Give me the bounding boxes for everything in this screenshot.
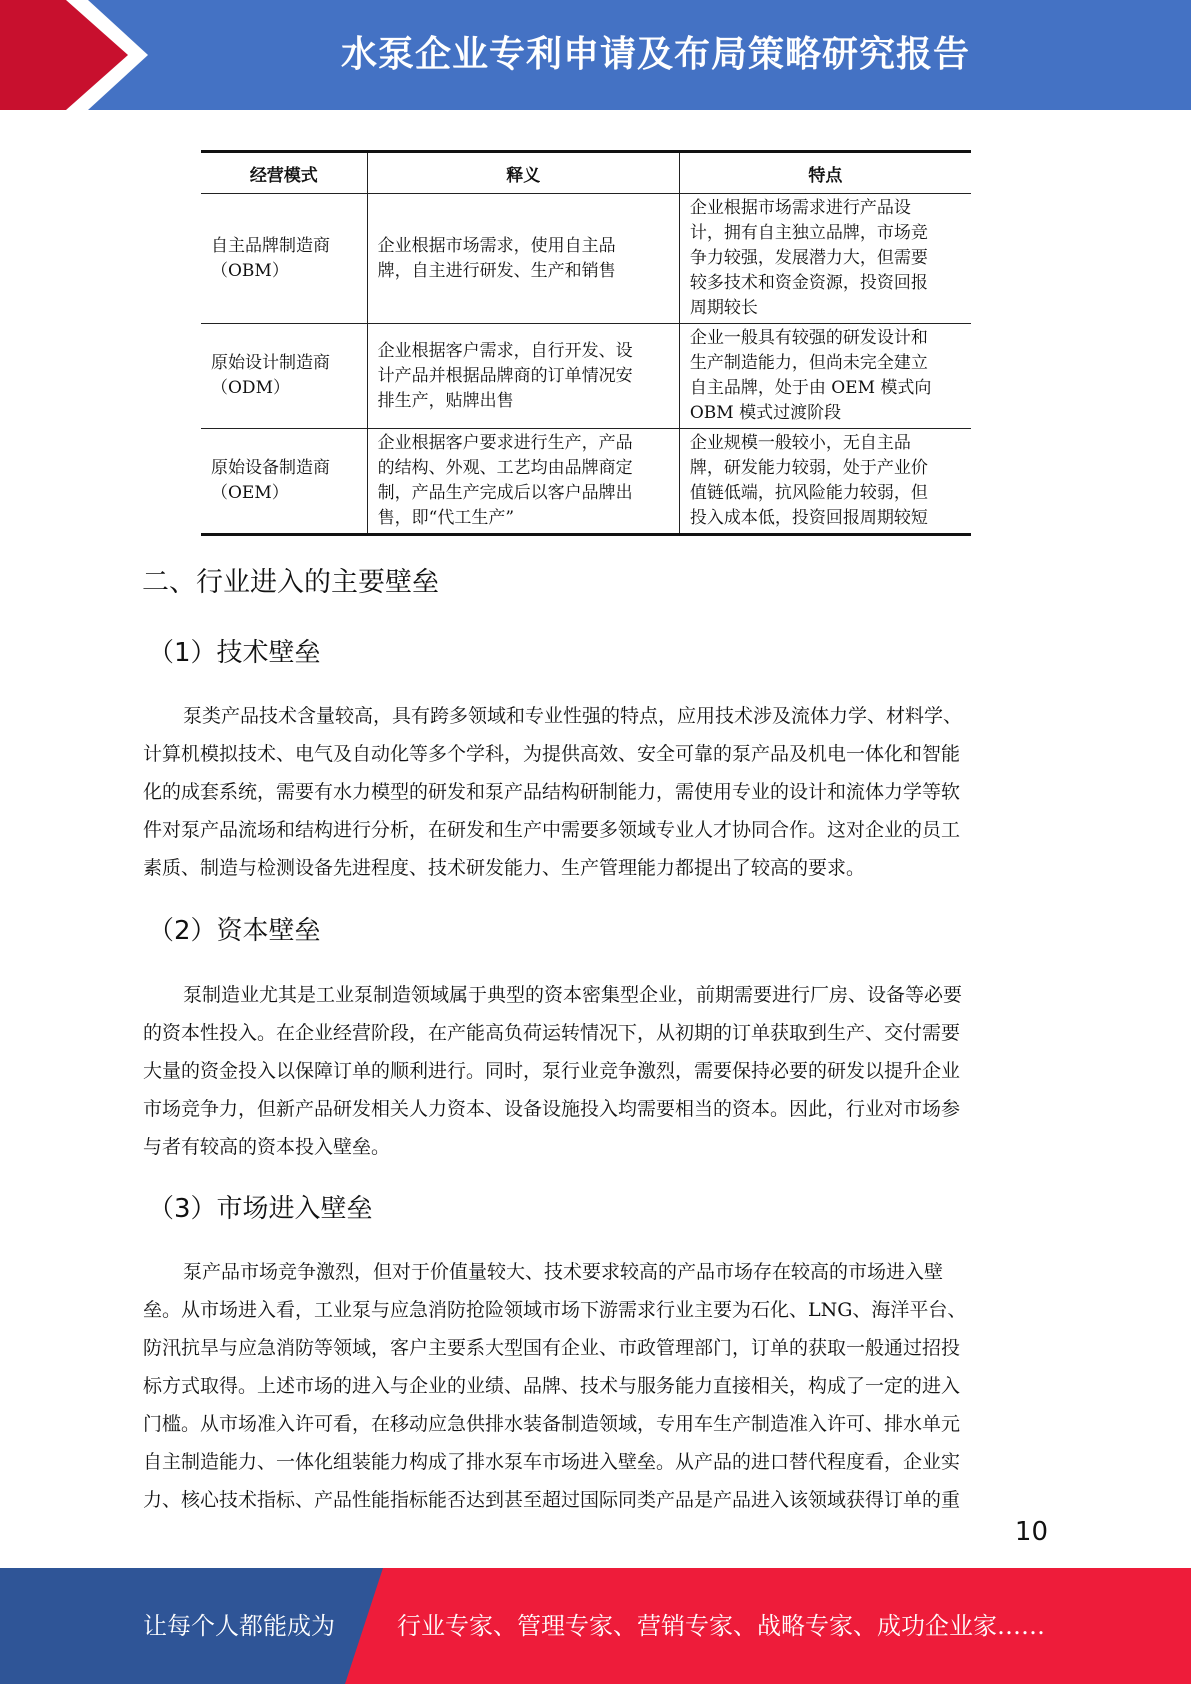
mode-cell <box>201 194 367 324</box>
cell-line: 自主品牌，处于由 OEM 模式向 <box>689 378 932 398</box>
cell-line: OBM 模式过渡阶段 <box>689 403 842 423</box>
paragraph-line: 化的成套系统，需要有水力模型的研发和泵产品结构研制能力，需使用专业的设计和流体力学等软 <box>143 781 961 803</box>
cell-line: 原始设备制造商 <box>211 458 330 478</box>
paragraph-line: 泵制造业尤其是工业泵制造领域属于典型的资本密集型企业，前期需要进行厂房、设备等必要 <box>183 984 963 1006</box>
cell-line: 排生产，贴牌出售 <box>377 390 514 411</box>
footer-slogan-right: 行业专家、管理专家、营销专家、战略专家、成功企业家…… <box>397 1612 1045 1640</box>
cell-line: 计，拥有自主独立品牌，市场竞 <box>689 223 928 243</box>
cell-line: （OEM） <box>211 483 289 503</box>
paragraph-line: 泵产品市场竞争激烈，但对于价值量较大、技术要求较高的产品市场存在较高的市场进入壁 <box>183 1261 944 1283</box>
cell-line: 企业规模一般较小，无自主品 <box>689 433 911 453</box>
page-number: 10 <box>1014 1517 1048 1547</box>
cell-line: 值链低端，抗风险能力较弱，但 <box>689 483 928 503</box>
cell-line: 企业根据市场需求，使用自主品 <box>377 235 616 256</box>
page-footer <box>0 1568 1191 1684</box>
cell-line: 较多技术和资金资源，投资回报 <box>689 273 928 293</box>
section-heading: 二、行业进入的主要壁垒 <box>142 567 439 598</box>
cell-line: 牌，研发能力较弱，处于产业价 <box>689 458 928 478</box>
report-title: 水泵企业专利申请及布局策略研究报告 <box>340 34 970 75</box>
paragraph-line: 与者有较高的资本投入壁垒。 <box>143 1136 391 1158</box>
cell-line: （OBM） <box>211 260 289 281</box>
paragraph-line: 的资本性投入。在企业经营阶段，在产能高负荷运转情况下，从初期的订单获取到生产、交付需要 <box>143 1022 961 1044</box>
feature-cell <box>679 324 971 429</box>
page-header <box>0 0 1191 110</box>
column-header: 特点 <box>679 152 971 194</box>
table-row <box>201 429 971 535</box>
table-row <box>201 324 971 429</box>
column-header: 释义 <box>367 152 679 194</box>
paragraph-line: 件对泵产品流场和结构进行分析，在研发和生产中需要多领域专业人才协同合作。这对企业的员工 <box>143 819 961 841</box>
paragraph-line: 标方式取得。上述市场的进入与企业的业绩、品牌、技术与服务能力直接相关，构成了一定的进入 <box>143 1375 961 1397</box>
cell-line: 企业根据客户需求，自行开发、设 <box>377 340 633 361</box>
paragraph-market-barrier <box>143 1253 1048 1519</box>
paragraph-capital-barrier <box>143 976 1048 1166</box>
paragraph-line: 防汛抗旱与应急消防等领域，客户主要系大型国有企业、市政管理部门，订单的获取一般通过招投 <box>143 1337 961 1359</box>
cell-line: 制，产品生产完成后以客户品牌出 <box>377 483 633 503</box>
cell-line: 企业一般具有较强的研发设计和 <box>689 328 928 348</box>
footer-slogan-left: 让每个人都能成为 <box>143 1612 335 1640</box>
cell-line: 计产品并根据品牌商的订单情况安 <box>377 365 633 386</box>
cell-line: 生产制造能力，但尚未完全建立 <box>689 353 928 373</box>
paragraph-line: 计算机模拟技术、电气及自动化等多个学科，为提供高效、安全可靠的泵产品及机电一体化和智能 <box>143 743 961 765</box>
column-header: 经营模式 <box>201 152 367 194</box>
meaning-cell <box>367 429 679 535</box>
feature-cell <box>679 429 971 535</box>
paragraph-tech-barrier <box>143 697 1048 887</box>
mode-cell <box>201 324 367 429</box>
subsection-heading-tech: （1）技术壁垒 <box>148 638 321 668</box>
subsection-heading-market: （3）市场进入壁垒 <box>148 1194 373 1224</box>
paragraph-line: 垒。从市场进入看，工业泵与应急消防抢险领域市场下游需求行业主要为石化、LNG、海洋平台、 <box>143 1299 967 1321</box>
cell-line: 牌，自主进行研发、生产和销售 <box>377 260 616 281</box>
mode-cell <box>201 429 367 535</box>
cell-line: 原始设计制造商 <box>211 353 330 373</box>
paragraph-line: 自主制造能力、一体化组装能力构成了排水泵车市场进入壁垒。从产品的进口替代程度看，企业实 <box>143 1451 961 1473</box>
cell-line: 企业根据市场需求进行产品设 <box>689 198 911 218</box>
paragraph-line: 大量的资金投入以保障订单的顺利进行。同时，泵行业竞争激烈，需要保持必要的研发以提升企业 <box>143 1060 961 1082</box>
feature-cell <box>679 194 971 324</box>
cell-line: 争力较强，发展潜力大，但需要 <box>689 248 928 268</box>
cell-line: （ODM） <box>211 378 290 398</box>
cell-line: 的结构、外观、工艺均由品牌商定 <box>377 458 633 478</box>
header-chevron-decoration <box>0 0 160 110</box>
cell-line: 售，即“代工生产” <box>377 508 515 528</box>
subsection-heading-capital: （2）资本壁垒 <box>148 916 321 946</box>
cell-line: 企业根据客户要求进行生产，产品 <box>377 433 633 453</box>
paragraph-line: 素质、制造与检测设备先进程度、技术研发能力、生产管理能力都提出了较高的要求。 <box>143 857 866 879</box>
table-row <box>201 194 971 324</box>
paragraph-line: 泵类产品技术含量较高，具有跨多领域和专业性强的特点，应用技术涉及流体力学、材料学、 <box>183 705 963 727</box>
paragraph-line: 门槛。从市场准入许可看，在移动应急供排水装备制造领域，专用车生产制造准入许可、排水单元 <box>143 1413 961 1435</box>
cell-line: 自主品牌制造商 <box>211 235 330 256</box>
meaning-cell <box>367 194 679 324</box>
paragraph-line: 力、核心技术指标、产品性能指标能否达到甚至超过国际同类产品是产品进入该领域获得订单的重 <box>143 1489 961 1511</box>
table-header-row <box>201 152 971 194</box>
business-model-table <box>201 150 971 536</box>
cell-line: 周期较长 <box>689 298 758 318</box>
cell-line: 投入成本低，投资回报周期较短 <box>689 508 928 528</box>
paragraph-line: 市场竞争力，但新产品研发相关人力资本、设备设施投入均需要相当的资本。因此，行业对市场参 <box>143 1098 961 1120</box>
meaning-cell <box>367 324 679 429</box>
